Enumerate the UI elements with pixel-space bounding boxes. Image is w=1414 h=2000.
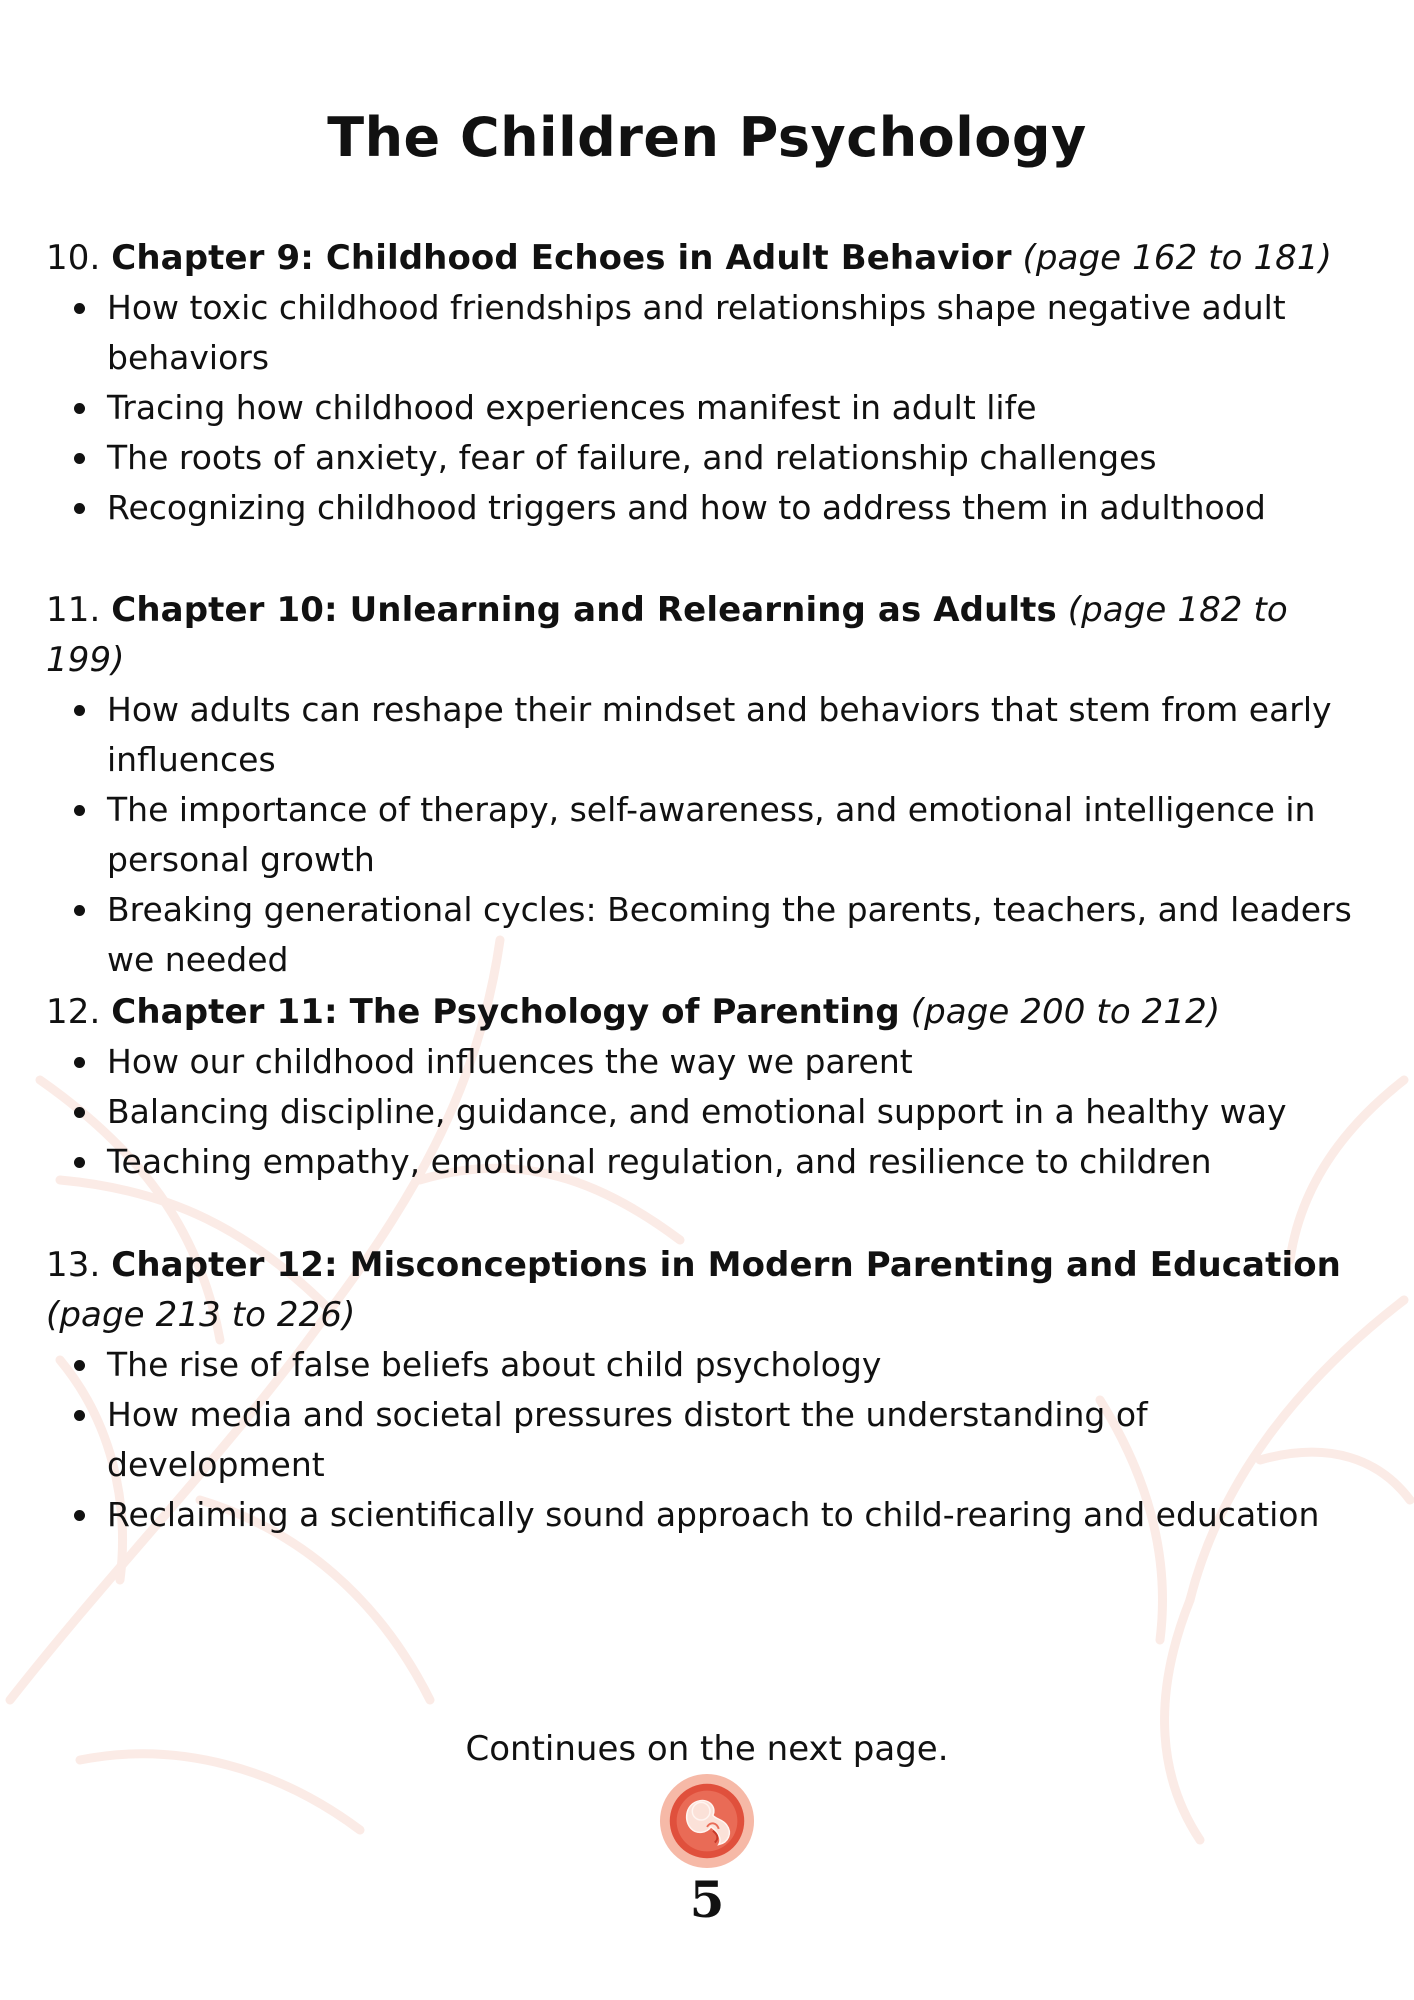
chapter-title: Chapter 10: Unlearning and Relearning as Adults bbox=[111, 590, 1057, 630]
chapter-list-number: 12. bbox=[46, 992, 101, 1032]
chapter-entry bbox=[46, 585, 1366, 985]
list-item: How toxic childhood friendships and relationships shape negative adult behaviors bbox=[46, 283, 1366, 383]
list-item: The rise of false beliefs about child psychology bbox=[46, 1340, 1366, 1390]
chapter-entry bbox=[46, 233, 1366, 533]
chapter-list-number: 13. bbox=[46, 1245, 101, 1285]
chapter-topic-list bbox=[46, 1340, 1366, 1540]
list-item: Balancing discipline, guidance, and emotional support in a healthy way bbox=[46, 1087, 1366, 1137]
chapter-heading bbox=[46, 987, 1366, 1037]
chapter-heading bbox=[46, 1240, 1366, 1340]
fetus-icon bbox=[658, 1772, 756, 1870]
page-title: The Children Psychology bbox=[327, 106, 1087, 169]
chapter-heading bbox=[46, 585, 1366, 685]
chapter-page-range: (page 200 to 212) bbox=[910, 992, 1221, 1032]
list-item: Reclaiming a scientifically sound approach to child-rearing and education bbox=[46, 1490, 1366, 1540]
chapter-list-number: 10. bbox=[46, 238, 101, 278]
chapter-page-range: (page 162 to 181) bbox=[1022, 238, 1333, 278]
chapter-topic-list bbox=[46, 685, 1366, 985]
list-item: Teaching empathy, emotional regulation, and resilience to children bbox=[46, 1137, 1366, 1187]
chapter-topic-list bbox=[46, 1037, 1366, 1187]
list-item: Tracing how childhood experiences manifest in adult life bbox=[46, 383, 1366, 433]
chapter-topic-list bbox=[46, 283, 1366, 533]
chapter-page-range: (page 182 to 199) bbox=[46, 590, 1288, 680]
chapter-heading bbox=[46, 233, 1366, 283]
chapter-entry bbox=[46, 1240, 1366, 1540]
list-item: How media and societal pressures distort the understanding of development bbox=[46, 1390, 1366, 1490]
list-item: How our childhood influences the way we parent bbox=[46, 1037, 1366, 1087]
chapter-title: Chapter 9: Childhood Echoes in Adult Behavior bbox=[111, 238, 1012, 278]
list-item: The roots of anxiety, fear of failure, and relationship challenges bbox=[46, 433, 1366, 483]
chapter-entry bbox=[46, 987, 1366, 1187]
list-item: The importance of therapy, self-awareness, and emotional intelligence in personal growth bbox=[46, 785, 1366, 885]
page-number: 5 bbox=[689, 1870, 725, 1929]
chapter-title: Chapter 12: Misconceptions in Modern Parenting and Education bbox=[111, 1245, 1341, 1285]
list-item: Recognizing childhood triggers and how to address them in adulthood bbox=[46, 483, 1366, 533]
list-item: Breaking generational cycles: Becoming the parents, teachers, and leaders we needed bbox=[46, 885, 1366, 985]
chapter-list-number: 11. bbox=[46, 590, 101, 630]
list-item: How adults can reshape their mindset and behaviors that stem from early influences bbox=[46, 685, 1366, 785]
continues-note: Continues on the next page. bbox=[465, 1729, 949, 1769]
chapter-title: Chapter 11: The Psychology of Parenting bbox=[111, 992, 900, 1032]
chapter-page-range: (page 213 to 226) bbox=[46, 1295, 356, 1335]
